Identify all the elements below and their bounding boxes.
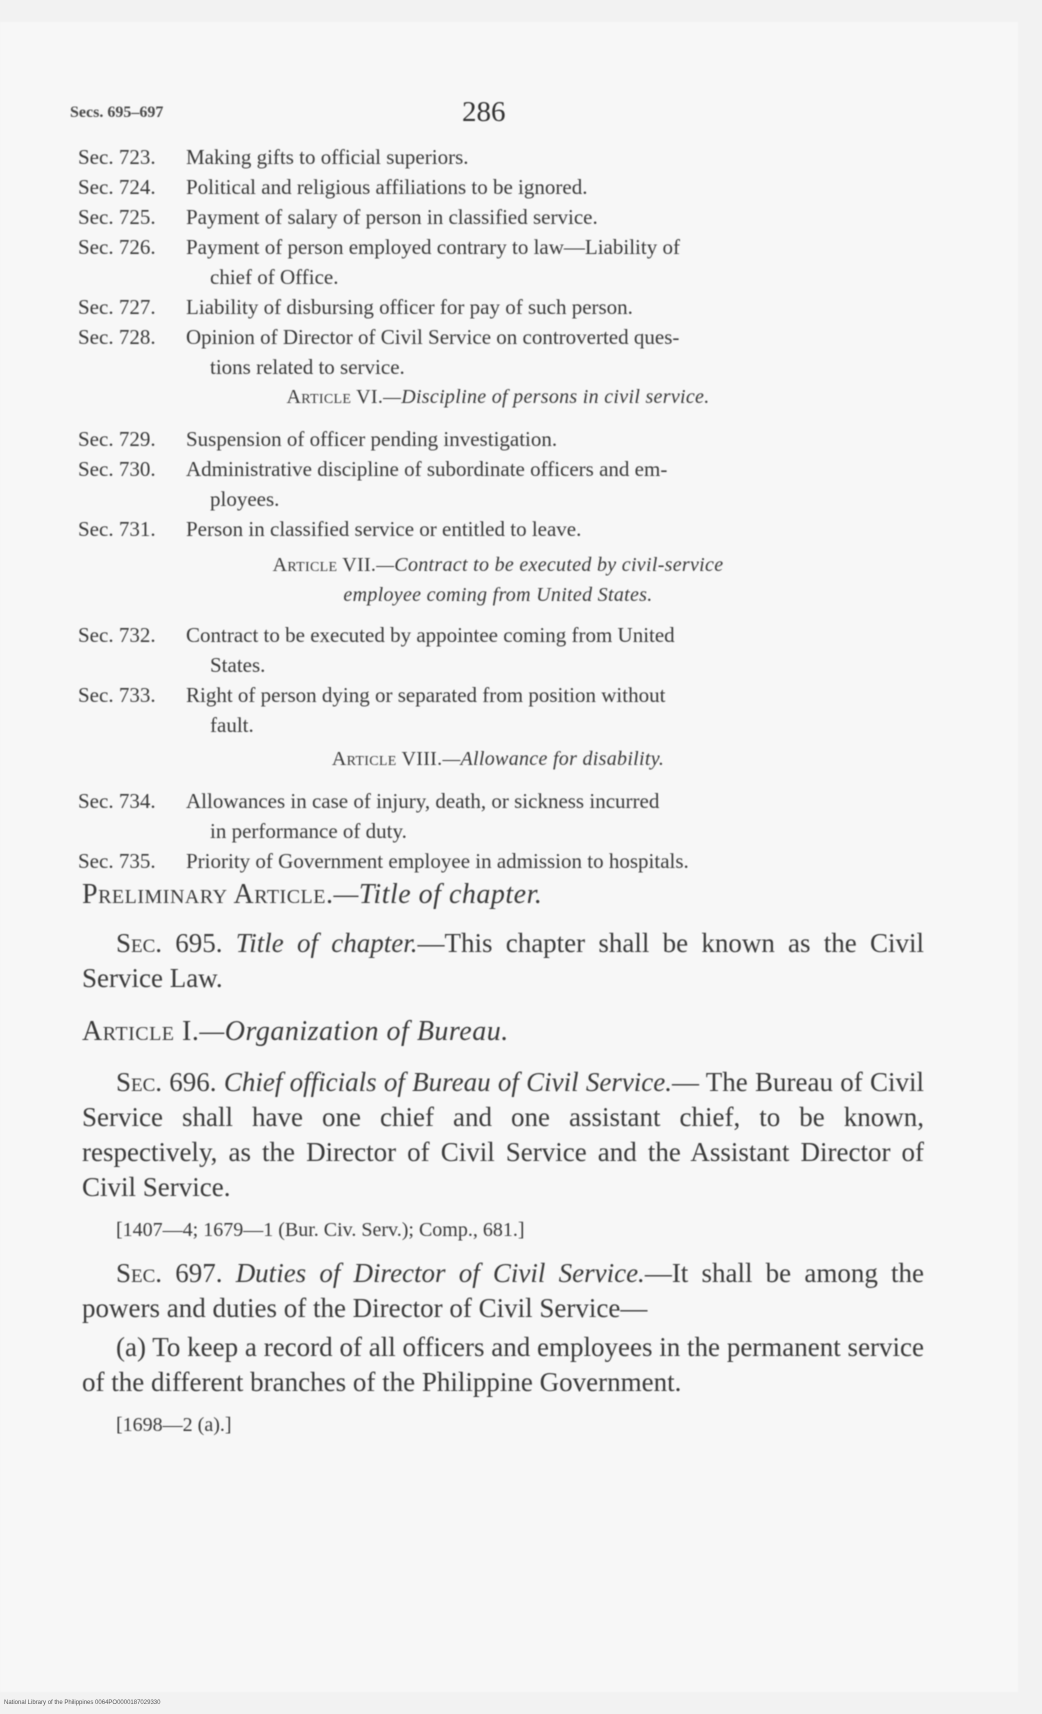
toc-entry: Sec. 731. Person in classified service or entitled to leave. — [78, 517, 582, 541]
section-695: Sec. 695. Title of chapter.—This chapter shall be known as the Civil Service Law. — [82, 928, 925, 993]
toc-group-4 — [78, 786, 918, 876]
toc-entry: Sec. 727. Liability of disbursing officer for pay of such person. — [78, 295, 633, 319]
article-vi-heading: Article VI.—Discipline of persons in civil service. — [286, 386, 710, 408]
toc-entry: Sec. 725. Payment of salary of person in classified service. — [78, 205, 598, 229]
preliminary-article-heading: Preliminary Article.—Title of chapter. — [82, 879, 543, 910]
running-head — [70, 96, 950, 130]
toc-entry: Sec. 728. Opinion of Director of Civil Service on controverted ques- tions related to service. — [78, 325, 680, 379]
toc-entry: Sec. 726. Payment of person employed contrary to law—Liability of chief of Office. — [78, 235, 680, 289]
toc-entry: Sec. 733. Right of person dying or separated from position without fault. — [78, 683, 666, 737]
section-697: Sec. 697. Duties of Director of Civil Service.—It shall be among the powers and duties of the Director of Civil Service— — [82, 1258, 925, 1323]
article-vii-heading: Article VII.—Contract to be executed by civil-service employee coming from United States. — [272, 554, 724, 606]
section-696-citation: [1407—4; 1679—1 (Bur. Civ. Serv.); Comp., 681.] — [116, 1219, 525, 1241]
section-697-citation: [1698—2 (a).] — [116, 1414, 232, 1436]
document-page — [0, 22, 1018, 1692]
article-viii-heading: Article VIII.—Allowance for disability. — [331, 748, 665, 770]
chapter-body — [82, 877, 924, 1443]
section-697-item-a: (a) To keep a record of all officers and employees in the permanent service of the different branches of the Philippine Government. — [82, 1332, 925, 1397]
toc-group-3 — [78, 620, 918, 740]
page-number: 286 — [462, 96, 506, 128]
toc-entry: Sec. 723. Making gifts to official superiors. — [78, 145, 469, 169]
toc-group-1 — [78, 142, 918, 382]
toc-entry: Sec. 729. Suspension of officer pending investigation. — [78, 427, 558, 451]
toc-entry: Sec. 732. Contract to be executed by appointee coming from United States. — [78, 623, 675, 677]
section-range: Secs. 695–697 — [70, 104, 164, 121]
toc-entry: Sec. 735. Priority of Government employee in admission to hospitals. — [78, 849, 689, 873]
toc-entry: Sec. 724. Political and religious affiliations to be ignored. — [78, 175, 588, 199]
toc-group-2 — [78, 424, 918, 544]
article-i-heading: Article I.—Organization of Bureau. — [82, 1016, 509, 1047]
section-696: Sec. 696. Chief officials of Bureau of Civil Service.— The Bureau of Civil Service shall have one chief and one assistant chief, to be known, respectively, as the Director of Civil Service and the Assistant Director of Civil Service. — [82, 1067, 925, 1202]
scan-footer: National Library of the Philippines 0064PO0000187029330 — [4, 1700, 161, 1706]
toc-entry: Sec. 734. Allowances in case of injury, death, or sickness incurred in performance of duty. — [78, 789, 660, 843]
toc-entry: Sec. 730. Administrative discipline of subordinate officers and em- ployees. — [78, 457, 668, 511]
